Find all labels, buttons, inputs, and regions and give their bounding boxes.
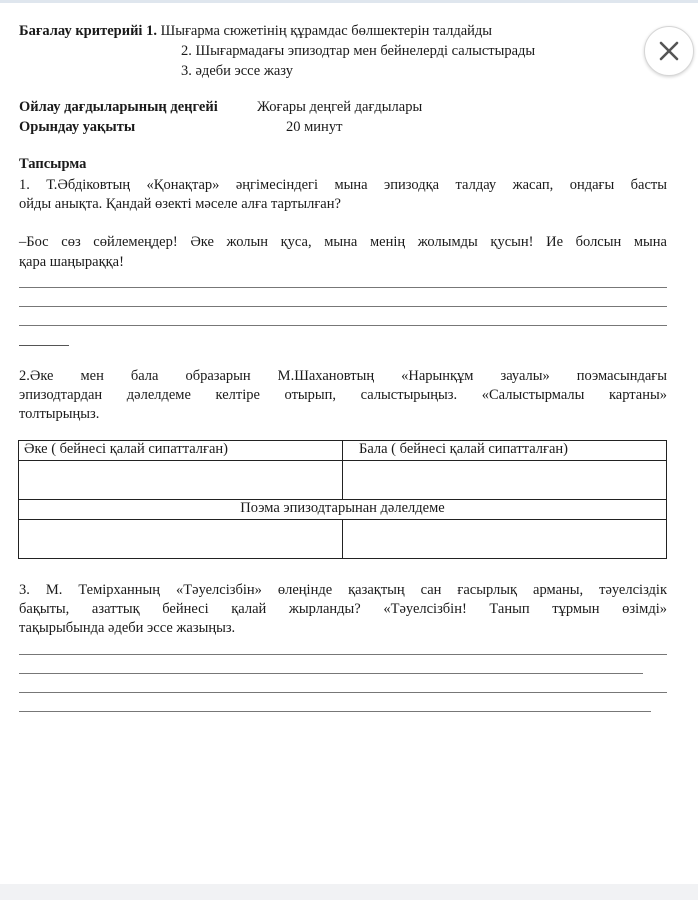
answer-line xyxy=(19,673,643,674)
q2-line-3: толтырыңыз. xyxy=(19,406,100,422)
criteria-item-1: Шығарма сюжетінің құрамдас бөлшектерін талдайды xyxy=(160,23,493,39)
q3-line-3: тақырыбында әдеби эссе жазыңыз. xyxy=(19,620,236,636)
bottom-bar xyxy=(0,884,698,900)
table-cell-empty[interactable] xyxy=(343,520,667,559)
comparison-table xyxy=(18,440,667,559)
task-title: Тапсырма xyxy=(19,156,87,172)
quote-line-1: –Бос сөз сөйлемеңдер! Әке жолын қуса, мына менің жолымды қусын! Ие болсын мына xyxy=(19,234,667,250)
top-border xyxy=(0,0,698,3)
criteria-label: Бағалау критерийі 1. xyxy=(19,23,157,39)
table-cell-empty[interactable] xyxy=(19,461,343,500)
close-icon xyxy=(658,40,680,62)
close-button[interactable] xyxy=(644,26,694,76)
q1-line-1: 1. Т.Әбдіковтың «Қонақтар» әңгімесіндегі мына эпизодқа талдау жасап, ондағы басты xyxy=(19,177,667,193)
q3-line-2: бақыты, азаттық бейнесі қалай жырланды? «Тәуелсізбін! Танып тұрмын өзімді» xyxy=(19,601,667,617)
thinking-value: Жоғары деңгей дағдылары xyxy=(257,99,423,115)
criteria-line-1 xyxy=(19,22,492,40)
q3-line-1: 3. М. Темірханның «Тәуелсізбін» өлеңінде қазақтың сан ғасырлық арманы, тәуелсіздік xyxy=(19,582,667,598)
answer-line xyxy=(19,306,667,307)
table-cell-empty[interactable] xyxy=(343,461,667,500)
answer-line xyxy=(19,711,651,712)
table-header-father: Әке ( бейнесі қалай сипатталған) xyxy=(19,441,343,461)
criteria-item-2: 2. Шығармадағы эпизодтар мен бейнелерді салыстырады xyxy=(181,43,536,59)
thinking-label: Ойлау дағдыларының деңгейі xyxy=(19,99,218,115)
quote-line-2: қара шаңыраққа! xyxy=(19,254,124,270)
criteria-item-3: 3. әдеби эссе жазу xyxy=(181,63,293,79)
answer-line xyxy=(19,654,667,655)
table-cell-empty[interactable] xyxy=(19,520,343,559)
answer-line-short xyxy=(19,345,69,346)
q2-line-2: эпизодтардан дәлелдеме келтіре отырып, салыстырыңыз. «Салыстырмалы картаны» xyxy=(19,387,667,403)
answer-line xyxy=(19,692,667,693)
time-value: 20 минут xyxy=(286,119,343,135)
q2-line-1: 2.Әке мен бала образарын М.Шахановтың «Нарынқұм зауалы» поэмасындағы xyxy=(19,368,667,384)
q1-line-2: ойды анықта. Қандай өзекті мәселе алға тартылған? xyxy=(19,196,341,212)
answer-line xyxy=(19,325,667,326)
table-header-son: Бала ( бейнесі қалай сипатталған) xyxy=(343,441,667,461)
table-evidence-row: Поэма эпизодтарынан дәлелдеме xyxy=(19,500,667,520)
time-label: Орындау уақыты xyxy=(19,119,136,135)
answer-line xyxy=(19,287,667,288)
